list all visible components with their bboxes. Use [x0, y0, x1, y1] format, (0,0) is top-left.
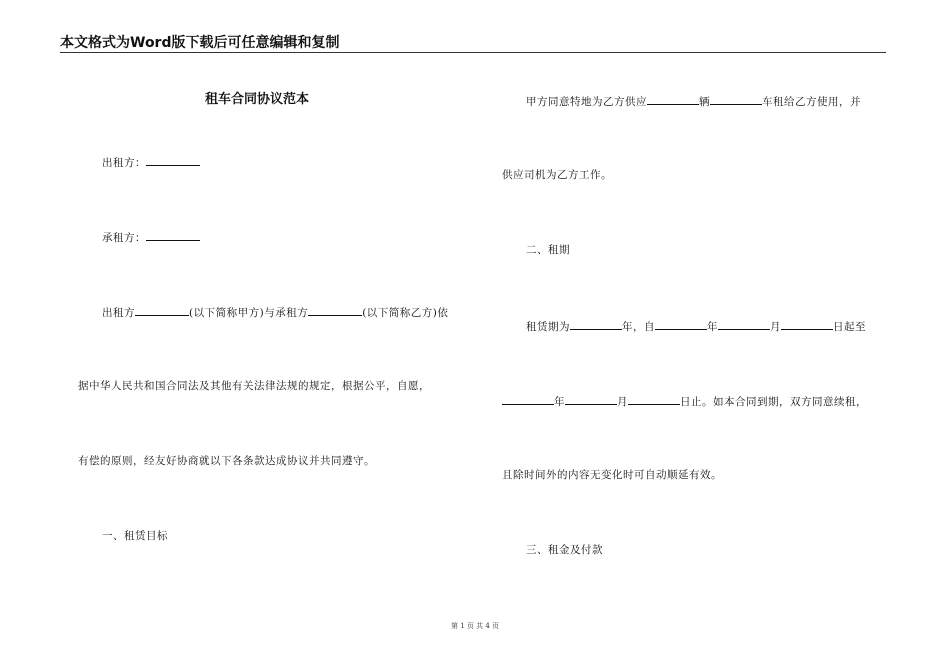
- text-segment: (以下简称乙方)依: [362, 307, 449, 319]
- header-note: 本文格式为Word版下载后可任意编辑和复制: [60, 35, 340, 51]
- text-segment: 车租给乙方使用，并: [762, 96, 861, 108]
- paragraph-line-3: 有偿的原则，经友好协商就以下各条款达成协议并共同遵守。: [78, 455, 375, 467]
- section-heading-2: 二、租期: [526, 244, 570, 256]
- document-header: [60, 34, 886, 53]
- text-segment: 日止。如本合同到期，双方同意续租，: [680, 396, 867, 408]
- section-heading-3: 三、租金及付款: [526, 544, 603, 556]
- blank-field: [710, 93, 762, 105]
- blank-field: [655, 318, 707, 330]
- document-title: 租车合同协议范本: [205, 92, 310, 107]
- blank-field: [781, 318, 833, 330]
- blank-field: [647, 93, 699, 105]
- right-line-2: 供应司机为乙方工作。: [502, 169, 612, 181]
- text-segment: 辆: [699, 96, 710, 108]
- text-segment: 年: [554, 396, 565, 408]
- lessee-label: 承租方：: [102, 232, 146, 244]
- right-line-5: 且除时间外的内容无变化时可自动顺延有效。: [502, 469, 722, 481]
- text-segment: 租赁期为: [526, 321, 570, 333]
- text-segment: (以下简称甲方)与承租方: [189, 307, 309, 319]
- paragraph-line-1: [102, 304, 448, 320]
- blank-field: [570, 318, 622, 330]
- text-segment: 甲方同意特地为乙方供应: [526, 96, 647, 108]
- right-line-4: [502, 393, 867, 409]
- blank-field: [308, 304, 362, 316]
- text-segment: 月: [617, 396, 628, 408]
- text-segment: 出租方: [102, 307, 135, 319]
- lessee-blank: [146, 229, 200, 241]
- page-number: 第 1 页 共 4 页: [450, 622, 500, 630]
- paragraph-line-2: 据中华人民共和国合同法及其他有关法律法规的规定，根据公平，自愿，: [78, 380, 430, 392]
- blank-field: [718, 318, 770, 330]
- right-line-1: [526, 93, 861, 109]
- blank-field: [502, 393, 554, 405]
- lessor-line: [102, 154, 200, 170]
- text-segment: 年: [707, 321, 718, 333]
- lessor-blank: [146, 154, 200, 166]
- section-heading-1: 一、租赁目标: [102, 530, 168, 542]
- blank-field: [565, 393, 617, 405]
- blank-field: [628, 393, 680, 405]
- text-segment: 日起至: [833, 321, 866, 333]
- lessee-line: [102, 229, 200, 245]
- right-line-3: [526, 318, 866, 334]
- text-segment: 年，自: [622, 321, 655, 333]
- lessor-label: 出租方：: [102, 157, 146, 169]
- blank-field: [135, 304, 189, 316]
- text-segment: 月: [770, 321, 781, 333]
